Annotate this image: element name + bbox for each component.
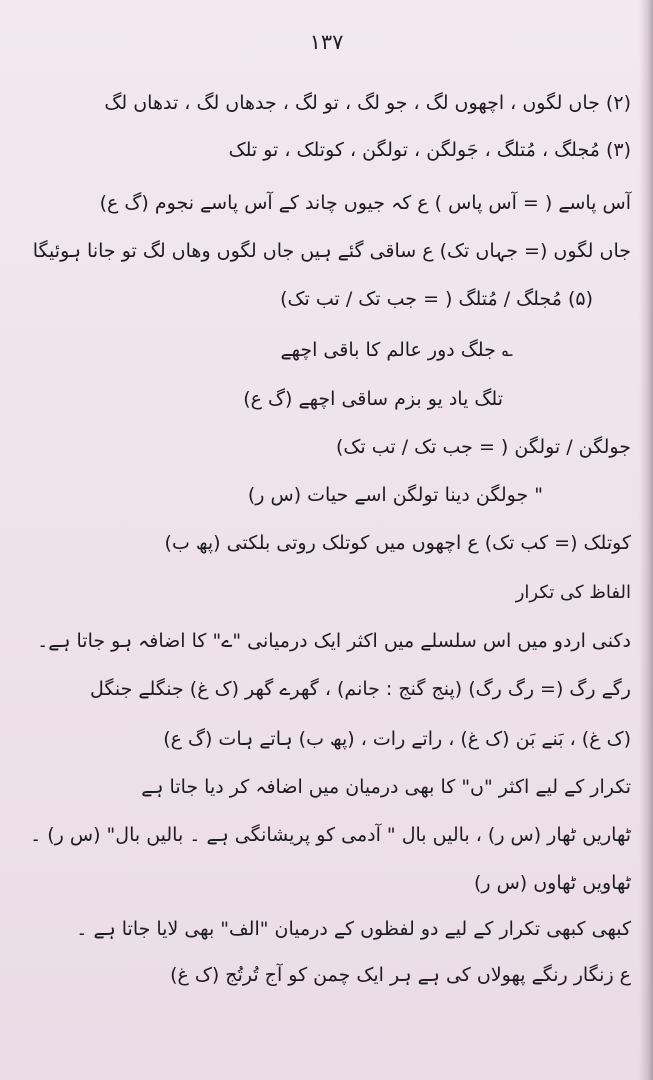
text-line-14: (ک غ) ، بَنے بَن (ک غ) ، راتے رات ، (پھ ب) ہاتے ہات (گ ع) [163,728,631,750]
text-line-18: کبھی کبھی تکرار کے لیے دو لفظوں کے درمیان "الف" بھی لایا جاتا ہے ۔ [76,918,631,940]
verse-line-2: تلگ یاد یو بزم ساقی اچھے (گ ع) [243,388,503,410]
page-fold-shadow [639,0,653,1080]
verse-line-1: ؎ جلگ دور عالم کا باقی اچھے [280,339,513,361]
text-line-4: جاں لگوں (= جہاں تک) ع ساقی گئے ہیں جاں لگوں وھاں لگ تو جانا ہوئیگا [32,240,631,262]
text-line-16: ٹھاریں ٹھار (س ر) ، بالیں بال " آدمی کو پریشانگی ہے ۔ بالیں بال" (س ر) ۔ [30,824,631,846]
page-number: ۱۳۷ [309,30,344,54]
text-line-5: (۵) مُجلگ / مُتلگ ( = جب تک / تب تک) [280,288,593,310]
text-line-12: دکنی اردو میں اس سلسلے میں اکثر ایک درمیانی "ے" کا اضافہ ہو جاتا ہے۔ [37,630,631,652]
text-line-15: تکرار کے لیے اکثر "ں" کا بھی درمیان میں اضافہ کر دیا جاتا ہے [141,776,631,798]
text-line-19: ع زنگار رنگے پھولاں کی ہے ہر ایک چمن کو آج تُرتُج (ک غ) [170,964,631,986]
text-line-2: (۳) مُجلگ ، مُتلگ ، جَولگن ، تولگن ، کوتلک ، تو تلک [228,139,631,161]
text-line-8: جولگن / تولگن ( = جب تک / تب تک) [336,436,631,458]
text-line-1: (۲) جاں لگوں ، اچھوں لگ ، جو لگ ، تو لگ ، جدھاں لگ ، تدھاں لگ [104,92,631,114]
text-line-9: " جولگن دینا تولگن اسے حیات (س ر) [247,484,543,506]
section-heading: الفاظ کی تکرار [515,582,631,603]
text-line-13: رگے رگ (= رگ رگ) (پنج گنج : جانم) ، گھرے گھر (ک غ) جنگلے جنگل [89,678,631,700]
text-line-17: ٹھاویں ٹھاوں (س ر) [473,872,631,894]
text-line-10: کوتلک (= کب تک) ع اچھوں میں کوتلک روتی بلکتی (پھ ب) [164,532,631,554]
text-line-3: آس پاسے ( = آس پاس ) ع کہ جیوں چاند کے آس پاسے نجوم (گ ع) [99,192,631,214]
